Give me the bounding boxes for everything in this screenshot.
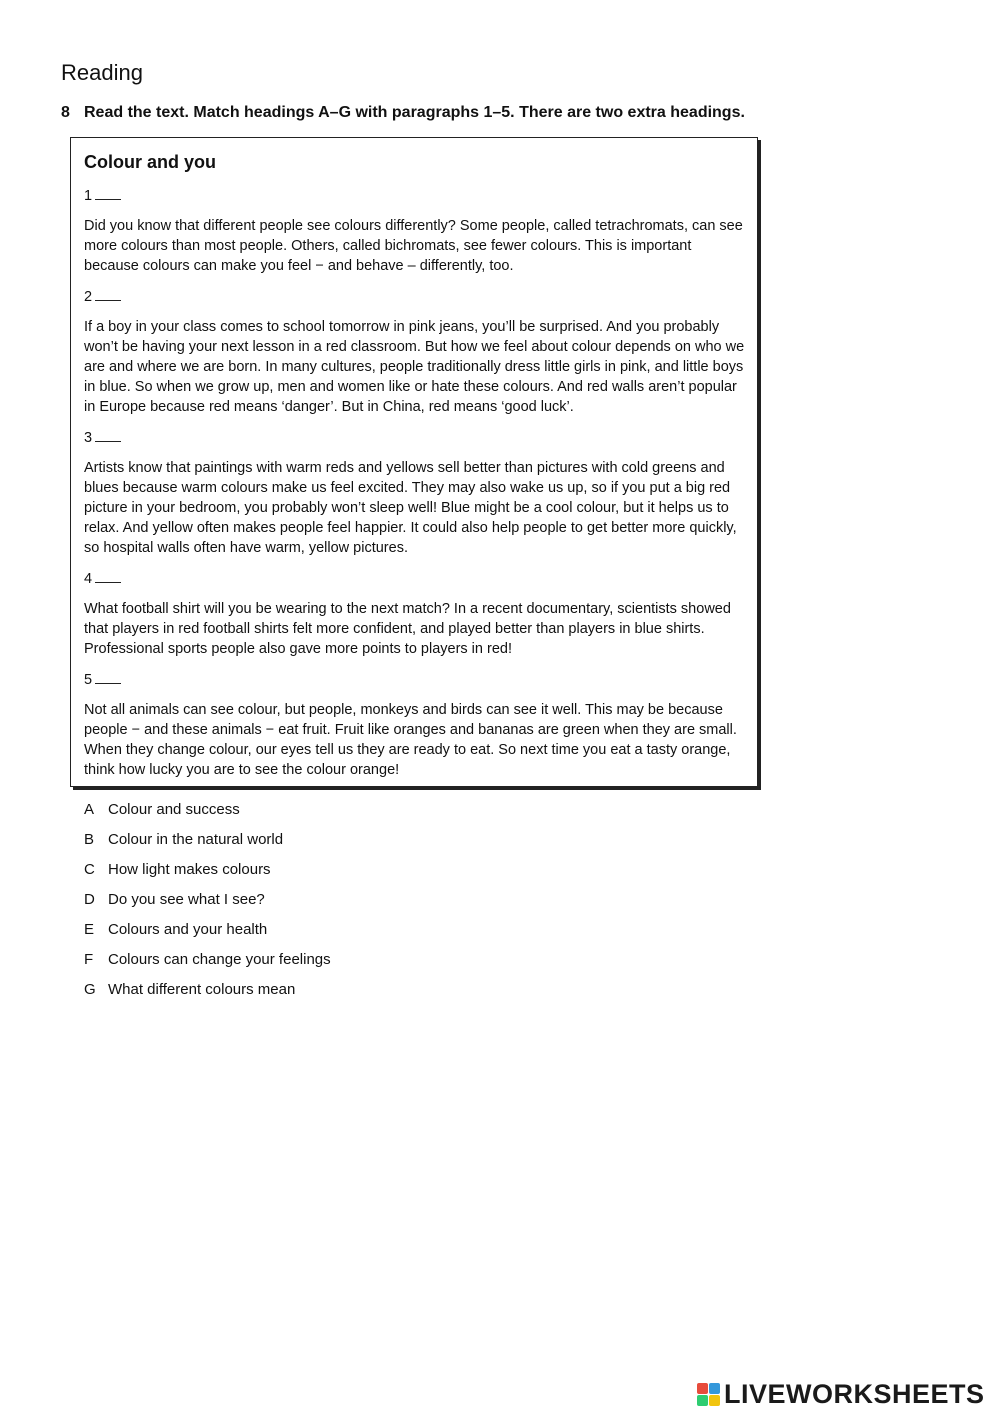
paragraph-number-label: 2 [84, 289, 93, 305]
paragraph-2 [84, 286, 747, 417]
paragraph-text: What football shirt will you be wearing to the next match? In a recent documentary, scientists showed that players in red football shirts felt more confident, and played better than players in blue shirts. Professional sports people also gave more points to players in red! [84, 601, 731, 657]
heading-option-d [84, 890, 331, 910]
paragraph-text: Did you know that different people see colours differently? Some people, called tetrachromats, can see more colours than most people. Others, called bichromats, see fewer colours. This is important because colours can make you feel − and behave – differently, too. [84, 218, 743, 274]
heading-option-c [84, 860, 331, 880]
heading-text: Colours can change your feelings [108, 951, 331, 968]
heading-letter: F [84, 951, 94, 968]
heading-letter: D [84, 891, 95, 908]
paragraph-number [84, 427, 747, 448]
paragraph-number-label: 5 [84, 672, 93, 688]
paragraph-number-label: 1 [84, 188, 93, 204]
logo-text: LIVEWORKSHEETS [724, 1378, 985, 1409]
liveworksheets-logo [697, 1378, 985, 1410]
answer-blank[interactable] [95, 286, 121, 301]
section-title: Reading [61, 60, 143, 85]
paragraph-number-label: 3 [84, 430, 93, 446]
heading-text: Colour in the natural world [108, 831, 284, 848]
answer-blank[interactable] [95, 568, 121, 583]
paragraph-3 [84, 427, 747, 558]
heading-text: How light makes colours [108, 861, 271, 878]
paragraph-5 [84, 669, 747, 780]
paragraph-1 [84, 185, 747, 276]
heading-letter: C [84, 861, 95, 878]
heading-letter: B [84, 831, 95, 848]
article-title: Colour and you [84, 152, 216, 172]
headings-list [84, 800, 331, 1010]
heading-option-b [84, 830, 331, 850]
paragraph-text: Not all animals can see colour, but people, monkeys and birds can see it well. This may be because people − and these animals − eat fruit. Fruit like oranges and bananas are green when they are small. When they change colour, our eyes tell us they are ready to eat. So next time you eat a tasty orange, think how lucky you are to see the colour orange! [84, 702, 737, 778]
logo-block-icon [697, 1395, 708, 1406]
paragraph-number [84, 568, 747, 589]
article-box [70, 137, 758, 787]
paragraph-text: If a boy in your class comes to school tomorrow in pink jeans, you’ll be surprised. And you probably won’t be having your next lesson in a red classroom. But how we feel about colour depends on who we are and where we are born. In many cultures, people traditionally dress little girls in pink, and little boys in blue. So when we grow up, men and women like or hate these colours. And red walls aren’t popular in Europe because red means ‘danger’. But in China, red means ‘good luck’. [84, 319, 745, 415]
answer-blank[interactable] [95, 669, 121, 684]
logo-blocks-icon [697, 1383, 720, 1406]
logo-block-icon [709, 1395, 720, 1406]
paragraph-number [84, 286, 747, 307]
heading-text: Colour and success [108, 801, 240, 818]
heading-option-g [84, 980, 331, 1000]
task-instruction-text: Read the text. Match headings A–G with paragraphs 1–5. There are two extra headings. [84, 104, 745, 121]
paragraph-number [84, 185, 747, 206]
paragraph-number-label: 4 [84, 571, 93, 587]
heading-text: What different colours mean [108, 981, 296, 998]
heading-option-e [84, 920, 331, 940]
heading-letter: G [84, 981, 96, 998]
heading-letter: A [84, 801, 95, 818]
task-number: 8 [61, 104, 70, 121]
answer-blank[interactable] [95, 185, 121, 200]
task-instruction [61, 104, 745, 122]
answer-blank[interactable] [95, 427, 121, 442]
logo-block-icon [709, 1383, 720, 1394]
heading-text: Do you see what I see? [108, 891, 265, 908]
logo-block-icon [697, 1383, 708, 1394]
heading-option-a [84, 800, 331, 820]
heading-letter: E [84, 921, 95, 938]
paragraph-text: Artists know that paintings with warm reds and yellows sell better than pictures with cold greens and blues because warm colours make us feel excited. They may also wake us up, so if you put a big red picture in your bedroom, you probably won’t sleep well! Blue might be a cool colour, but it helps us to relax. And yellow often makes people feel happier. It could also help people to get better more quickly, so hospital walls often have warm, yellow pictures. [84, 460, 737, 556]
heading-option-f [84, 950, 331, 970]
paragraph-number [84, 669, 747, 690]
paragraph-4 [84, 568, 747, 659]
heading-text: Colours and your health [108, 921, 268, 938]
